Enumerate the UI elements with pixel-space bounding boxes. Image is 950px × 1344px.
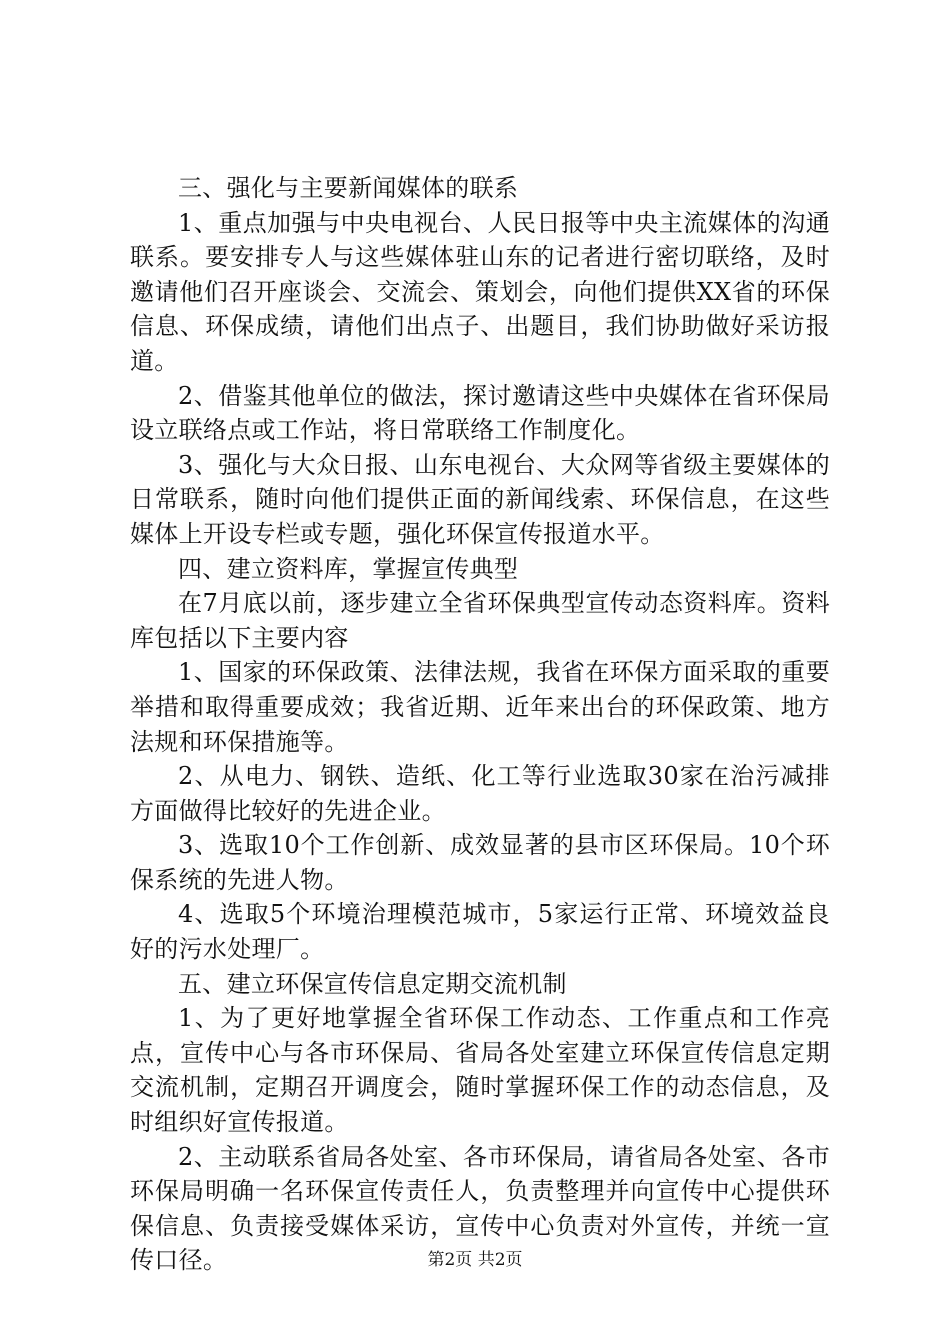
paragraph-3-3: 3、强化与大众日报、山东电视台、大众网等省级主要媒体的日常联系，随时向他们提供正面的新闻线索、环保信息，在这些媒体上开设专栏或专题，强化环保宣传报道水平。: [130, 450, 830, 548]
paragraph-4-4: 4、选取5个环境治理模范城市，5家运行正常、环境效益良好的污水处理厂。: [130, 900, 830, 964]
paragraph-4-intro: 在7月底以前，逐步建立全省环保典型宣传动态资料库。资料库包括以下主要内容: [130, 589, 830, 652]
section-heading-3: 三、强化与主要新闻媒体的联系: [178, 174, 519, 202]
paragraph-4-2: 2、从电力、钢铁、造纸、化工等行业选取30家在治污减排方面做得比较好的先进企业。: [130, 762, 830, 825]
paragraph-4-3: 3、选取10个工作创新、成效显著的县市区环保局。10个环保系统的先进人物。: [130, 831, 830, 894]
paragraph-3-1: 1、重点加强与中央电视台、人民日报等中央主流媒体的沟通联系。要安排专人与这些媒体驻山东的记者进行密切联络，及时邀请他们召开座谈会、交流会、策划会，向他们提供XX省的环保信息、环保成绩，请他们出点子、出题目，我们协助做好采访报道。: [130, 208, 830, 375]
document-body: [130, 171, 830, 1278]
paragraph-5-2: 2、主动联系省局各处室、各市环保局，请省局各处室、各市环保局明确一名环保宣传责任人，负责整理并向宣传中心提供环保信息、负责接受媒体采访，宣传中心负责对外宣传，并统一宣传口径。: [130, 1142, 830, 1275]
section-heading-4: 四、建立资料库，掌握宣传典型: [178, 554, 519, 583]
paragraph-4-1: 1、国家的环保政策、法律法规，我省在环保方面采取的重要举措和取得重要成效；我省近期、近年来出台的环保政策、地方法规和环保措施等。: [130, 658, 830, 756]
section-heading-5: 五、建立环保宣传信息定期交流机制: [178, 969, 567, 998]
paragraph-3-2: 2、借鉴其他单位的做法，探讨邀请这些中央媒体在省环保局设立联络点或工作站，将日常联络工作制度化。: [130, 381, 830, 445]
paragraph-5-1: 1、为了更好地掌握全省环保工作动态、工作重点和工作亮点，宣传中心与各市环保局、省局各处室建立环保宣传信息定期交流机制，定期召开调度会，随时掌握环保工作的动态信息，及时组织好宣传报道。: [130, 1004, 830, 1137]
page-footer: 第2页 共2页: [427, 1250, 523, 1270]
